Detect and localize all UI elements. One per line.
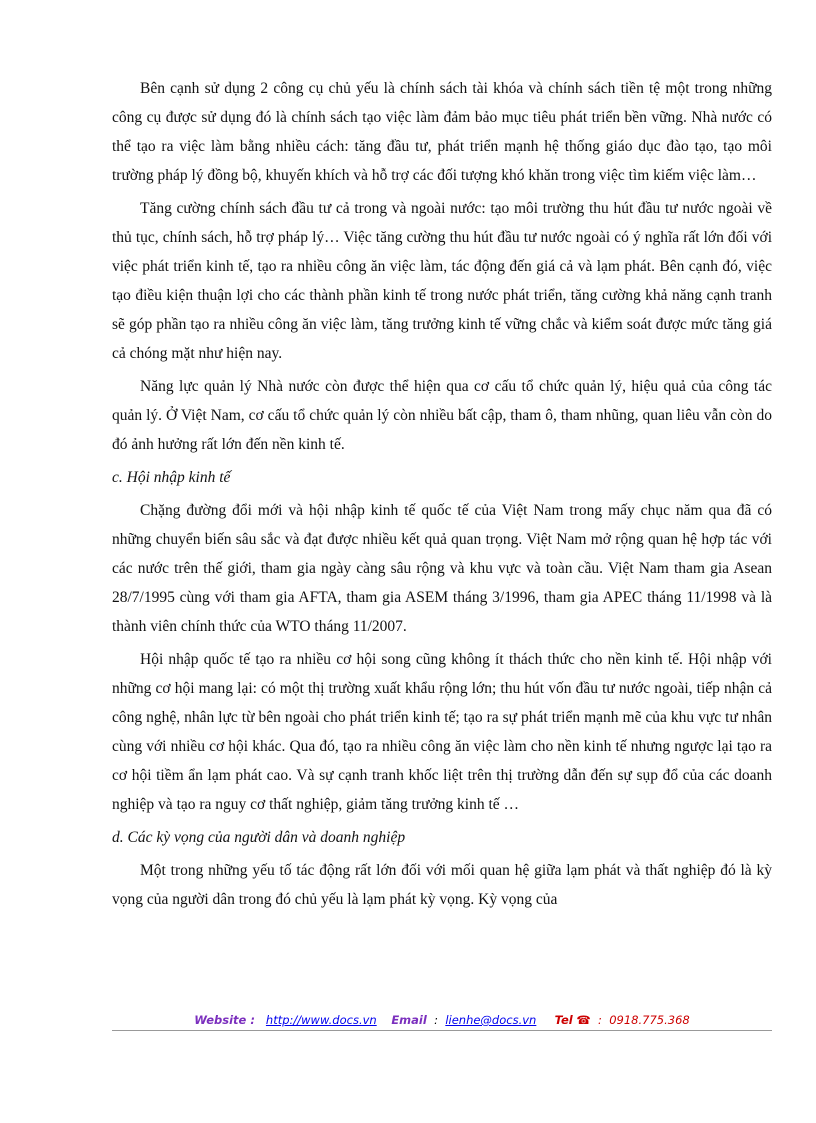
paragraph-investment-policy: Tăng cường chính sách đầu tư cả trong và ngoài nước: tạo môi trường thu hút đầu tư nước ngoài về thủ tục, chính sách, hỗ trợ pháp lý… Việc tăng cường thu hút đầu tư nước ngoài có ý nghĩa rất lớn đối với việc phát triển kinh tế, tạo ra nhiều công ăn việc làm, tác động đến giá cả và lạm phát. Bên cạnh đó, việc tạo điều kiện thuận lợi cho các thành phần kinh tế trong nước phát triển, tăng cường khả năng cạnh tranh sẽ góp phần tạo ra nhiều công ăn việc làm, tăng trưởng kinh tế vững chắc và kiểm soát được mức tăng giá cả chóng mặt như hiện nay. [112,200,772,362]
footer-tel-label: Tel [554,1013,573,1027]
paragraph-policy-tools: Bên cạnh sử dụng 2 công cụ chủ yếu là chính sách tài khóa và chính sách tiền tệ một trong những công cụ được sử dụng đó là chính sách tạo việc làm đảm bảo mục tiêu phát triển bền vững. Nhà nước có thể tạo ra việc làm bằng nhiều cách: tăng đầu tư, phát triển mạnh hệ thống giáo dục đào tạo, tạo môi trường pháp lý đồng bộ, khuyến khích và hỗ trợ các đối tượng khó khăn trong việc tìm kiếm việc làm… [112,80,772,184]
paragraph-expectations: Một trong những yếu tố tác động rất lớn đối với mối quan hệ giữa lạm phát và thất nghiệp đó là kỳ vọng của người dân trong đó chủ yếu là lạm phát kỳ vọng. Kỳ vọng của [112,862,772,908]
footer-email-separator: : [430,1013,442,1027]
section-heading-expectations: d. Các kỳ vọng của người dân và doanh nghiệp [112,829,406,846]
page-footer [112,1012,772,1028]
paragraph-integration-history: Chặng đường đổi mới và hội nhập kinh tế quốc tế của Việt Nam trong mấy chục năm qua đã có những chuyển biến sâu sắc và đạt được nhiều kết quả quan trọng. Việt Nam mở rộng quan hệ hợp tác với các nước trên thế giới, tham gia ngày càng sâu rộng và khu vực và toàn cầu. Việt Nam tham gia Asean 28/7/1995 cùng với tham gia AFTA, tham gia ASEM tháng 3/1996, tham gia APEC tháng 11/1998 và là thành viên chính thức của WTO tháng 11/2007. [112,502,772,635]
footer-email-link[interactable]: lienhe@docs.vn [445,1013,537,1027]
document-body [112,74,772,918]
footer-website-link[interactable]: http://www.docs.vn [265,1013,377,1027]
footer-divider [112,1030,772,1031]
telephone-icon: ☎ [576,1013,591,1027]
footer-phone-number: 0918.775.368 [609,1013,690,1027]
footer-website-label: Website : [194,1013,255,1027]
paragraph-integration-opportunities: Hội nhập quốc tế tạo ra nhiều cơ hội song cũng không ít thách thức cho nền kinh tế. Hội nhập với những cơ hội mang lại: có một thị trường xuất khẩu rộng lớn; thu hút vốn đầu tư nước ngoài, tiếp nhận cả công nghệ, nhân lực từ bên ngoài cho phát triển kinh tế; tạo ra sự phát triển mạnh mẽ của khu vực tư nhân cùng với nhiều cơ hội khác. Qua đó, tạo ra nhiều công ăn việc làm cho nền kinh tế nhưng ngược lại tạo ra cơ hội tiềm ẩn lạm phát cao. Và sự cạnh tranh khốc liệt trên thị trường dẫn đến sự sụp đổ của các doanh nghiệp và tạo ra nguy cơ thất nghiệp, giảm tăng trưởng kinh tế … [112,651,772,813]
footer-phone-separator: : [594,1013,606,1027]
paragraph-state-management: Năng lực quản lý Nhà nước còn được thể hiện qua cơ cấu tổ chức quản lý, hiệu quả của công tác quản lý. Ở Việt Nam, cơ cấu tổ chức quản lý còn nhiều bất cập, tham ô, tham nhũng, quan liêu vẫn còn do đó ảnh hưởng rất lớn đến nền kinh tế. [112,378,772,453]
section-heading-economic-integration: c. Hội nhập kinh tế [112,469,231,486]
footer-email-label: Email [391,1013,427,1027]
